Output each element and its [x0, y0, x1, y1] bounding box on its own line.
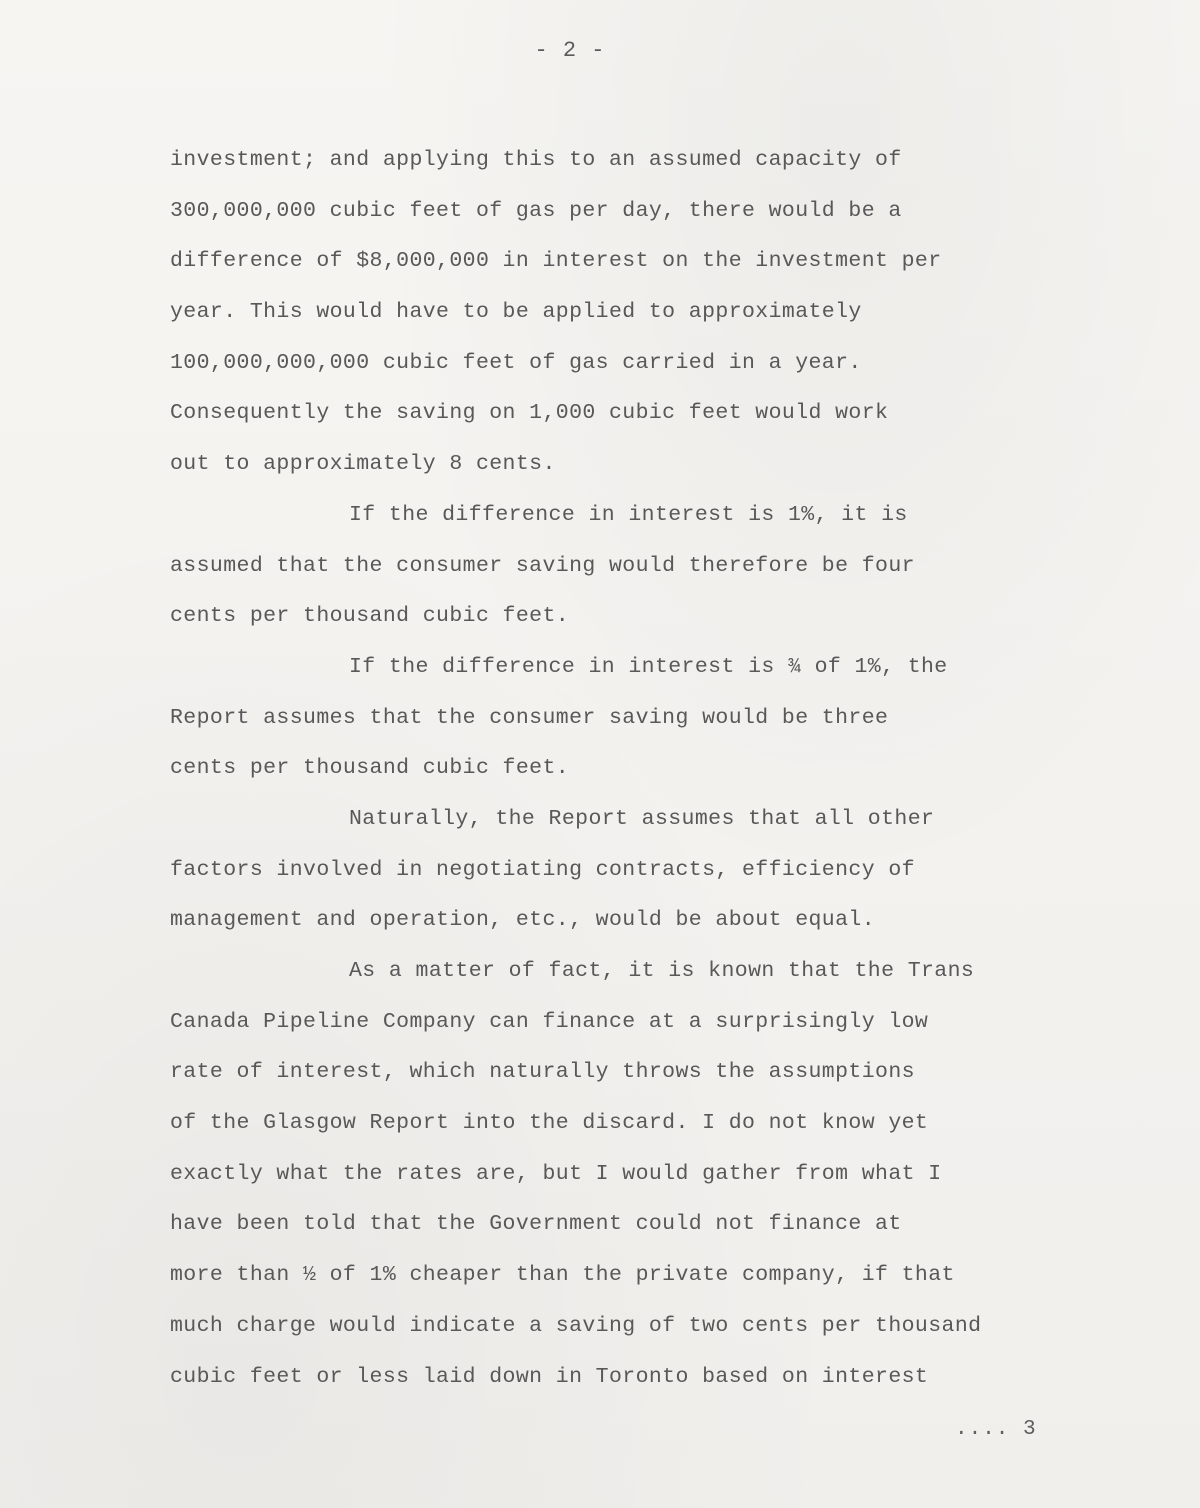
text-line: difference of $8,000,000 in interest on the investment per: [170, 249, 942, 274]
text-line: Consequently the saving on 1,000 cubic feet would work: [170, 401, 889, 426]
text-line: much charge would indicate a saving of two cents per thousand: [170, 1313, 982, 1338]
text-line: exactly what the rates are, but I would gather from what I: [170, 1161, 942, 1186]
paragraph-start-line: Naturally, the Report assumes that all other: [349, 806, 935, 831]
continuation-marker: .... 3: [955, 1418, 1037, 1441]
text-line: 300,000,000 cubic feet of gas per day, there would be a: [170, 198, 902, 223]
text-line: assumed that the consumer saving would therefore be four: [170, 553, 915, 578]
page-number: - 2 -: [534, 38, 606, 63]
text-line: of the Glasgow Report into the discard. I do not know yet: [170, 1111, 929, 1136]
text-line: cents per thousand cubic feet.: [170, 604, 570, 629]
text-line: have been told that the Government could not finance at: [170, 1212, 902, 1237]
paragraph-start-line: If the difference in interest is 1%, it is: [349, 502, 908, 527]
text-line: 100,000,000,000 cubic feet of gas carried in a year.: [170, 350, 862, 375]
text-line: rate of interest, which naturally throws the assumptions: [170, 1060, 915, 1085]
text-line: more than ½ of 1% cheaper than the private company, if that: [170, 1263, 955, 1288]
body-text: [170, 135, 1130, 1402]
text-line: cents per thousand cubic feet.: [170, 756, 570, 781]
paragraph-start-line: If the difference in interest is ¾ of 1%, the: [349, 654, 948, 679]
text-line: management and operation, etc., would be about equal.: [170, 908, 876, 933]
text-line: Canada Pipeline Company can finance at a surprisingly low: [170, 1009, 929, 1034]
text-line: cubic feet or less laid down in Toronto based on interest: [170, 1364, 929, 1389]
text-line: out to approximately 8 cents.: [170, 452, 556, 477]
text-line: Report assumes that the consumer saving would be three: [170, 705, 889, 730]
text-line: investment; and applying this to an assumed capacity of: [170, 148, 902, 172]
text-line: year. This would have to be applied to approximately: [170, 300, 862, 325]
text-line: factors involved in negotiating contracts, efficiency of: [170, 857, 915, 882]
paragraph-start-line: As a matter of fact, it is known that the Trans: [349, 959, 975, 983]
